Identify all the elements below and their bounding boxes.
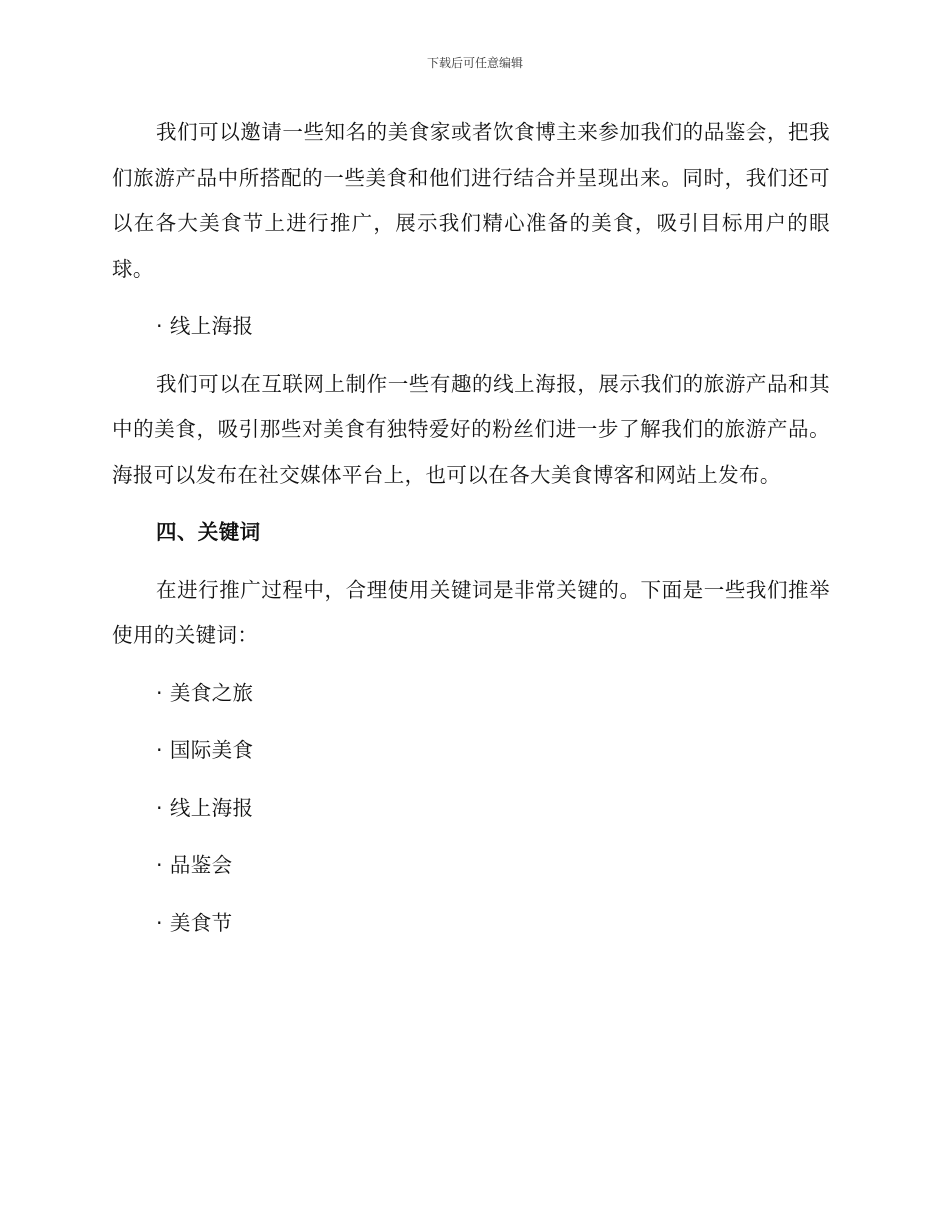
paragraph-keywords-intro: 在进行推广过程中，合理使用关键词是非常关键的。下面是一些我们推举使用的关键词： — [112, 577, 830, 647]
paragraph-tasting-event: 我们可以邀请一些知名的美食家或者饮食博主来参加我们的品鉴会，把我们旅游产品中所搭配的一些美食和他们进行结合并呈现出来。同时，我们还可以在各大美食节上进行推广，展示我们精心准备的美食，吸引目标用户的眼球。 — [112, 120, 830, 281]
bullet-online-poster: · 线上海报 — [156, 314, 254, 338]
paragraph-online-poster: 我们可以在互联网上制作一些有趣的线上海报，展示我们的旅游产品和其中的美食，吸引那些对美食有独特爱好的粉丝们进一步了解我们的旅游产品。海报可以发布在社交媒体平台上，也可以在各大美食博客和网站上发布。 — [112, 371, 830, 487]
page-header-note: 下载后可任意编辑 — [426, 56, 523, 70]
keyword-item: · 国际美食 — [156, 738, 254, 762]
keyword-item: · 美食节 — [156, 910, 233, 935]
keyword-item: · 美食之旅 — [156, 680, 254, 705]
section-heading-keywords: 四、关键词 — [156, 520, 261, 544]
document-content — [112, 110, 830, 946]
keyword-item: · 品鉴会 — [156, 853, 233, 877]
keyword-item: · 线上海报 — [156, 795, 254, 820]
